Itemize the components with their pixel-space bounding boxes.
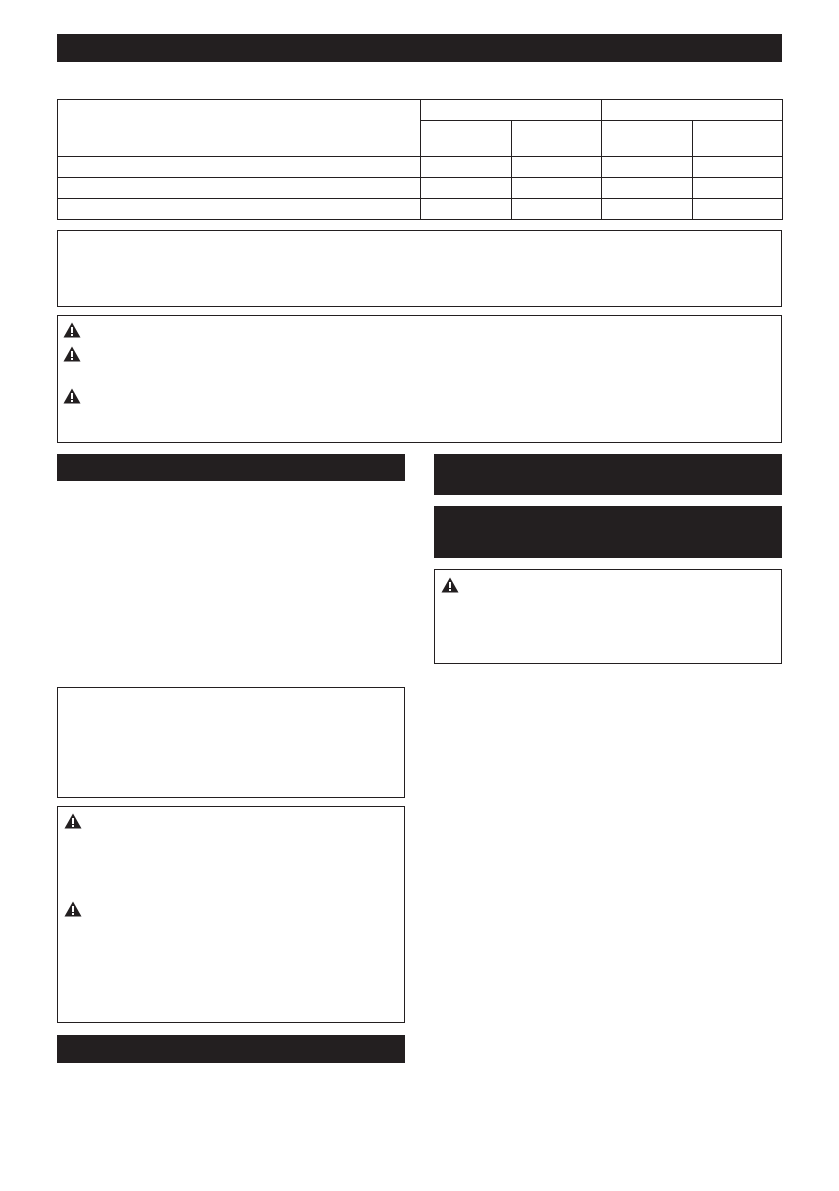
table-cell <box>58 157 421 178</box>
table-cell <box>693 199 783 220</box>
section-heading-bar <box>57 454 405 481</box>
table-cell <box>421 157 512 178</box>
table-cell <box>58 178 421 199</box>
table-cell <box>602 178 693 199</box>
table-cell <box>421 178 512 199</box>
page-header-bar <box>57 34 782 62</box>
table-header-row <box>58 100 783 121</box>
note-box <box>57 230 782 307</box>
table-cell <box>421 199 512 220</box>
table-cell <box>512 199 602 220</box>
warning-icon <box>64 813 82 829</box>
note-box <box>57 687 405 798</box>
section-heading-bar <box>434 454 782 495</box>
warning-icon <box>64 901 82 917</box>
table-subheader-cell <box>693 121 783 157</box>
warning-icon <box>441 577 459 593</box>
table-cell <box>602 157 693 178</box>
table-cell <box>602 199 693 220</box>
specification-table <box>57 99 783 220</box>
warning-box <box>57 806 405 1023</box>
warning-box <box>57 315 782 443</box>
table-subheader-cell <box>512 121 602 157</box>
section-heading-bar <box>57 1035 405 1063</box>
warning-icon <box>63 346 81 362</box>
table-row <box>58 157 783 178</box>
table-cell <box>693 157 783 178</box>
table-cell <box>512 157 602 178</box>
table-row <box>58 199 783 220</box>
warning-icon <box>63 388 81 404</box>
table-subheader-cell <box>602 121 693 157</box>
table-header-group <box>421 100 602 121</box>
table-row <box>58 178 783 199</box>
section-heading-bar <box>434 506 782 558</box>
table-cell <box>58 199 421 220</box>
warning-icon <box>63 322 81 338</box>
table-header-group <box>602 100 783 121</box>
table-header-cell <box>58 100 421 157</box>
table-cell <box>512 178 602 199</box>
warning-box <box>434 569 782 664</box>
table-cell <box>693 178 783 199</box>
table-subheader-cell <box>421 121 512 157</box>
